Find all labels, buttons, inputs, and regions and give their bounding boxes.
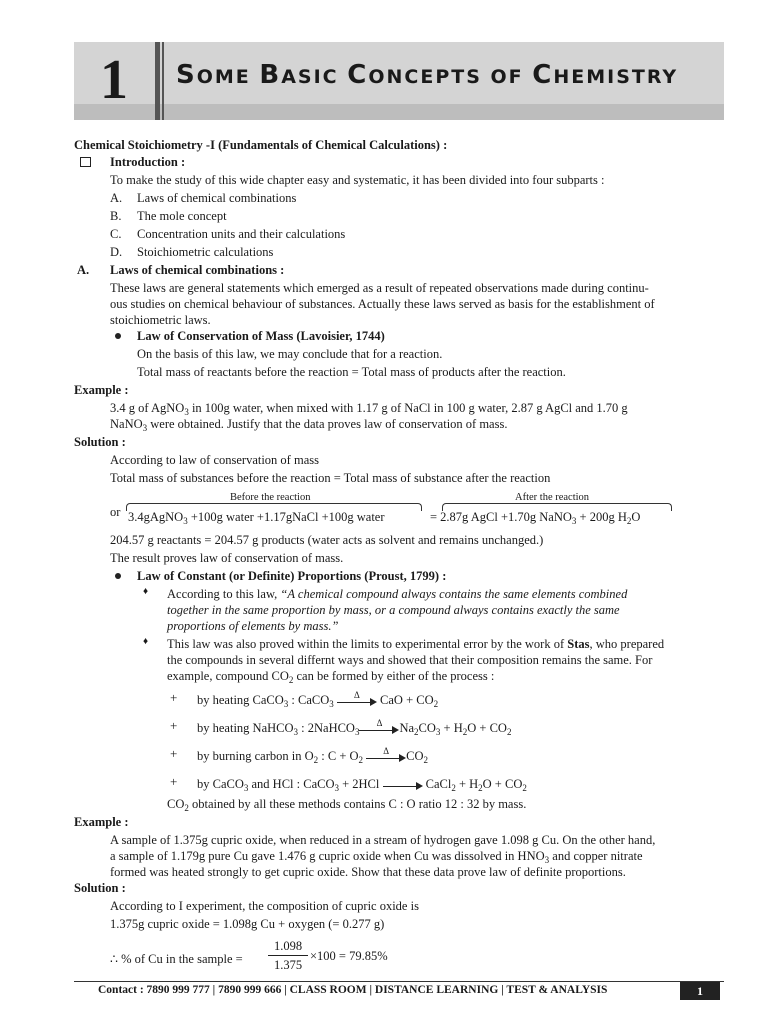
plus-bullet-icon: + — [170, 746, 178, 761]
heat-arrow-icon: Δ — [359, 723, 399, 735]
paragraph-line: Total mass of reactants before the reaction = Total mass of products after the reaction. — [137, 365, 566, 379]
list-item-marker: B. — [110, 209, 122, 223]
solution-heading: Solution : — [74, 881, 126, 895]
example-text: 3.4 g of AgNO$_3$ in 100g water, when mixed with 1.17 g of NaCl in 100 g water, 2.87 g AgCl and 1.70 g — [110, 401, 628, 417]
plus-bullet-icon: + — [170, 690, 178, 705]
paragraph-line: These laws are general statements which emerged as a result of repeated observations made during continu- — [110, 281, 649, 295]
paragraph-line: According to law of conservation of mass — [110, 453, 319, 467]
fraction-denominator: 1.375 — [273, 958, 303, 972]
section-heading: Chemical Stoichiometry -I (Fundamentals of Chemical Calculations) : — [74, 138, 448, 152]
process-line: by CaCO$_3$ and HCl : CaCO$_3$ + 2HCl CaCl$_2$ + $H_2O + CO_2$ — [197, 777, 527, 793]
diamond-bullet-icon: ♦ — [143, 636, 149, 647]
paragraph-line: together in the same proportion by mass, or a compound always contains exactly the same — [167, 603, 620, 617]
list-item-marker: D. — [110, 245, 123, 259]
paragraph-line: Total mass of substances before the reaction = Total mass of substance after the reaction — [110, 471, 551, 485]
page-number: 1 — [680, 982, 720, 1000]
plus-bullet-icon: + — [170, 774, 178, 789]
footer-contact: Contact : 7890 999 777 | 7890 999 666 | CLASS ROOM | DISTANCE LEARNING | TEST & ANALYSIS — [98, 984, 608, 996]
laws-heading: Laws of chemical combinations : — [110, 263, 285, 277]
example-text: A sample of 1.375g cupric oxide, when reduced in a stream of hydrogen gave 1.098 g Cu. On the other hand, — [110, 833, 656, 847]
brace-label: After the reaction — [515, 492, 590, 503]
heat-arrow-icon: Δ — [337, 695, 377, 707]
paragraph-line: 204.57 g reactants = 204.57 g products (water acts as solvent and remains unchanged.) — [110, 533, 544, 547]
percent-result: ×100 = 79.85% — [310, 949, 388, 963]
list-item: Laws of chemical combinations — [137, 191, 297, 205]
bullet-icon — [115, 333, 121, 339]
list-item-marker: A. — [110, 191, 123, 205]
solution-heading: Solution : — [74, 435, 126, 449]
banner-divider — [155, 42, 160, 120]
fraction-bar — [268, 955, 308, 956]
example-text: NaNO$_3$ were obtained. Justify that the data proves law of conservation of mass. — [110, 417, 508, 433]
law-heading: Law of Conservation of Mass (Lavoisier, 1744) — [137, 329, 385, 343]
paragraph-line: proportions of elements by mass.” — [167, 619, 339, 633]
paragraph-line: The result proves law of conservation of mass. — [110, 551, 344, 565]
chapter-title: SOME BASIC CONCEPTS OF CHEMISTRY — [176, 60, 679, 90]
list-item: Stoichiometric calculations — [137, 245, 274, 259]
paragraph-line: On the basis of this law, we may conclude that for a reaction. — [137, 347, 443, 361]
paragraph-line: the compounds in several differnt ways and showed that their composition remains the same. For — [167, 653, 653, 667]
bullet-icon — [115, 573, 121, 579]
law-heading: Law of Constant (or Definite) Proportions (Proust, 1799) : — [137, 569, 447, 583]
paragraph-line: According to this law, “A chemical compound always contains the same elements combined — [167, 587, 628, 601]
chapter-number: 1 — [100, 49, 128, 111]
paragraph-line: $CO_2$ obtained by all these methods contains C : O ratio 12 : 32 by mass. — [167, 797, 527, 813]
example-text: a sample of 1.179g pure Cu gave 1.476 g cupric oxide when Cu was dissolved in $HNO_3$ and copper nitrate — [110, 849, 643, 865]
example-heading: Example : — [74, 815, 129, 829]
paragraph-line: According to I experiment, the composition of cupric oxide is — [110, 899, 419, 913]
list-item: Concentration units and their calculations — [137, 227, 346, 241]
list-item-marker: C. — [110, 227, 122, 241]
percent-formula-label: ∴ % of Cu in the sample = — [110, 952, 243, 966]
plus-bullet-icon: + — [170, 718, 178, 733]
section-marker: A. — [77, 263, 90, 277]
process-line: by heating NaHCO$_3$ : 2NaHCO$_3$ Δ $Na_2CO_3 + H_2O + CO_2$ — [197, 718, 512, 737]
diamond-bullet-icon: ♦ — [143, 586, 149, 597]
fraction-numerator: 1.098 — [273, 939, 303, 953]
paragraph-line: This law was also proved within the limits to experimental error by the work of Stas, who prepared — [167, 637, 665, 651]
footer-rule — [74, 981, 724, 982]
paragraph-line: stoichiometric laws. — [110, 313, 211, 327]
equation-rhs: = 2.87g AgCl +1.70g NaNO$_3$ + 200g $H_2O$ — [430, 510, 641, 526]
banner-divider-thin — [162, 42, 164, 120]
checkbox-square-icon — [80, 157, 91, 167]
process-line: by heating CaCO$_3$ : CaCO$_3$ Δ CaO + $CO_2$ — [197, 690, 439, 709]
brace-label: Before the reaction — [230, 492, 311, 503]
process-line: by burning carbon in $O_2$ : $C + O_2$ Δ $CO_2$ — [197, 746, 429, 765]
example-heading: Example : — [74, 383, 129, 397]
intro-text: To make the study of this wide chapter easy and systematic, it has been divided into four subparts : — [110, 173, 605, 187]
example-text: formed was heated strongly to get cupric oxide. Show that these data prove law of definite proportions. — [110, 865, 626, 879]
introduction-heading: Introduction : — [110, 155, 186, 169]
paragraph-line: 1.375g cupric oxide = 1.098g Cu + oxygen (= 0.277 g) — [110, 917, 385, 931]
equation-lhs: 3.4gAgNO$_3$ +100g water +1.17gNaCl +100g water — [128, 510, 385, 526]
list-item: The mole concept — [137, 209, 227, 223]
heat-arrow-icon: Δ — [366, 751, 406, 763]
or-label: or — [110, 505, 121, 519]
paragraph-line: example, compound $CO_2$ can be formed by either of the process : — [167, 669, 495, 685]
reaction-arrow-icon — [383, 779, 423, 791]
paragraph-line: ous studies on chemical behaviour of substances. Actually these laws served as basis for the establishment of — [110, 297, 655, 311]
